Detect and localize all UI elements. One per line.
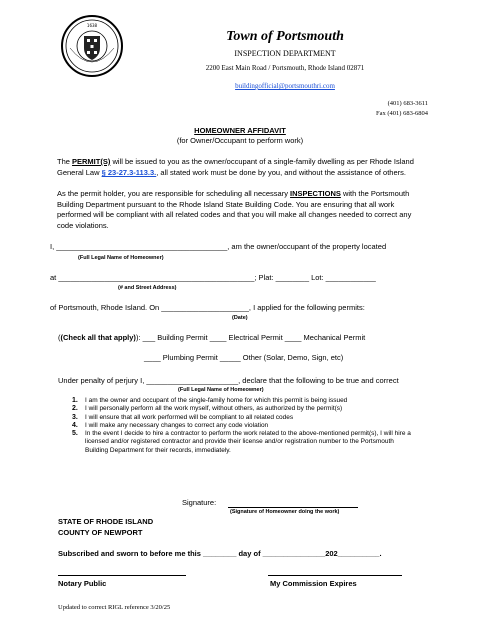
address-line[interactable]: at _______________________________________________; Plat: ________ Lot: ____________ — [50, 273, 376, 282]
law-reference-link[interactable]: § 23-27.3-113.3. — [101, 167, 157, 177]
footer-note: Updated to correct RIGL reference 3/20/25 — [58, 604, 171, 611]
phone: (401) 683-3611 — [387, 100, 428, 107]
owner-name-line[interactable]: I, _________________________________________, am the owner/occupant of the property located — [50, 242, 387, 251]
seal-year: 1638 — [86, 23, 98, 28]
declaration-item: 4. I will make any necessary changes to correct any code violation — [72, 421, 269, 429]
commission-label: My Commission Expires — [270, 579, 357, 588]
notary-signature-line[interactable] — [58, 575, 186, 576]
permit-checklist-row1[interactable]: ((Check all that apply)): ___ Building Permit ____ Electrical Permit ____ Mechanical Permit — [58, 333, 366, 342]
permit-paragraph: The PERMIT(S) will be issued to you as the owner/occupant of a single-family dwelling as per Rhode Island General Law § 23-27.3-113.3., all stated work must be done by you, and without the assistance of others. — [57, 157, 414, 177]
declaration-item: 1. I am the owner and occupant of the single-family home for which this permit is being issued — [72, 397, 348, 404]
perjury-caption: (Full Legal Name of Homeowner) — [178, 387, 264, 393]
affidavit-subtitle: (for Owner/Occupant to perform work) — [176, 136, 304, 145]
permit-term: PERMIT(S) — [72, 157, 111, 166]
notary-label: Notary Public — [58, 579, 107, 588]
state-label: STATE OF RHODE ISLAND — [58, 517, 154, 526]
responsibility-paragraph: As the permit holder, you are responsible for scheduling all necessary INSPECTIONS with the Portsmouth Building Department pursuant to the Rhode Island State Building Code. You are ensuring that all work performed will be compliant with all related codes and that you will make all changes needed to correct any code violations. — [57, 189, 412, 230]
signature-field[interactable] — [228, 507, 358, 508]
declaration-item: 5. In the event I decide to hire a contractor to perform the work related to the above-mentioned permit(s), I will hire a licensed and/or registered contractor and provide their license and/or registration number to the Portsmouth Building Department for their records, immediately. — [72, 430, 411, 454]
commission-line[interactable] — [268, 575, 402, 576]
town-title: Town of Portsmouth — [226, 29, 344, 44]
fax: Fax (401) 683-6804 — [376, 110, 428, 117]
signature-label: Signature: — [182, 498, 217, 507]
address-caption: (# and Street Address) — [118, 285, 177, 291]
date-caption: (Date) — [232, 315, 248, 321]
perjury-line[interactable]: Under penalty of perjury I, ______________________, declare that the following to be true and correct — [58, 376, 399, 385]
address: 2200 East Main Road / Portsmouth, Rhode Island 02871 — [205, 64, 365, 72]
town-seal-logo — [60, 14, 124, 78]
declaration-item: 2. I will personally perform all the work myself, without others, as authorized by the permit(s) — [72, 405, 343, 413]
inspections-term: INSPECTIONS — [290, 189, 341, 198]
declaration-item: 3. I will ensure that all work performed will be compliant to all related codes — [72, 413, 294, 421]
declaration-list — [72, 397, 412, 455]
sworn-line[interactable]: Subscribed and sworn to before me this ________ day of _______________202__________. — [58, 549, 382, 558]
date-line[interactable]: of Portsmouth, Rhode Island. On _____________________, I applied for the following permits: — [50, 303, 365, 312]
owner-name-caption: (Full Legal Name of Homeowner) — [78, 255, 164, 261]
county-label: COUNTY OF NEWPORT — [58, 528, 143, 537]
permit-checklist-row2[interactable]: ____ Plumbing Permit _____ Other (Solar, Demo, Sign, etc) — [144, 353, 344, 362]
affidavit-title: HOMEOWNER AFFIDAVIT — [194, 126, 286, 135]
department-name: INSPECTION DEPARTMENT — [234, 49, 336, 58]
email-link[interactable]: buildingofficial@portsmouthri.com — [235, 82, 335, 90]
signature-caption: (Signature of Homeowner doing the work) — [230, 509, 340, 515]
